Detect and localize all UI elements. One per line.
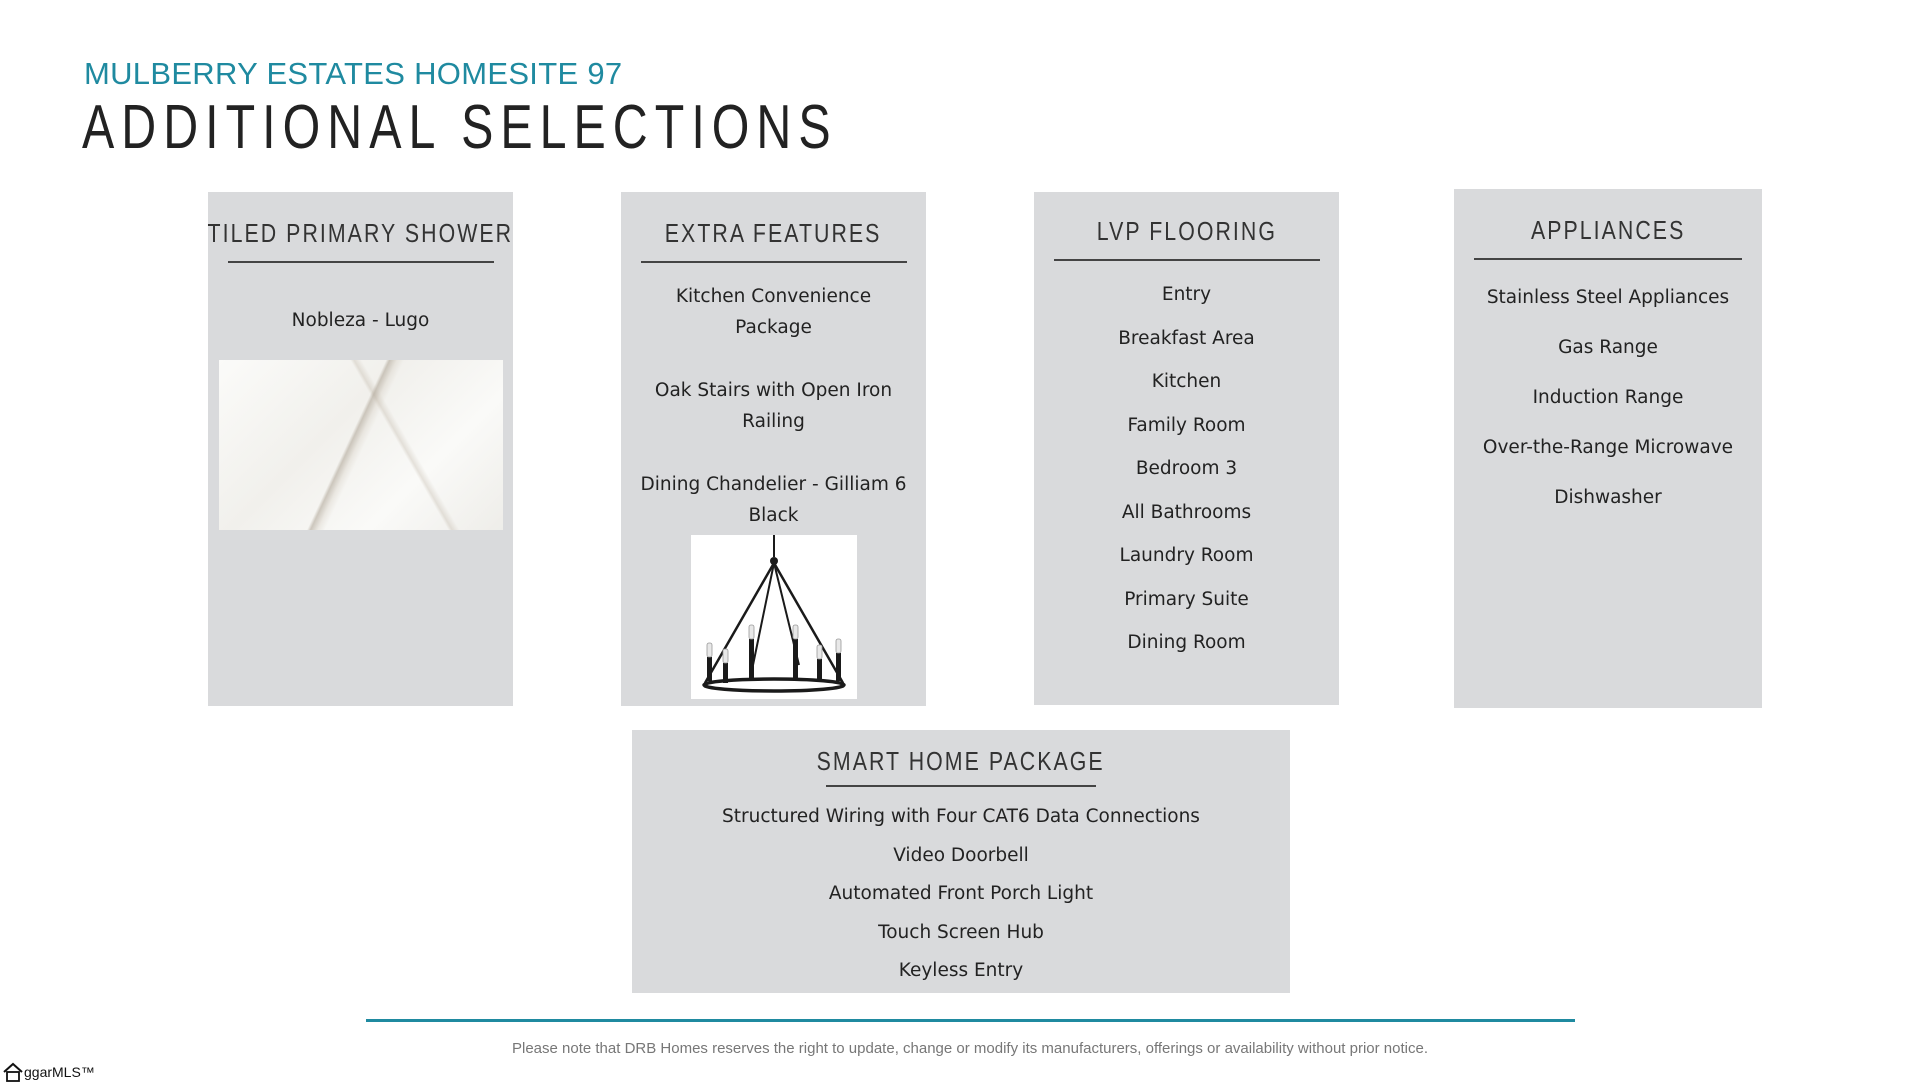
- list-item: Video Doorbell: [893, 844, 1029, 866]
- list-item: All Bathrooms: [1121, 501, 1252, 523]
- list-item: Structured Wiring with Four CAT6 Data Connections: [722, 806, 1200, 827]
- heading-divider: [826, 785, 1096, 787]
- list-item: Oak Stairs with Open Iron Railing: [654, 380, 893, 432]
- mls-watermark: [2, 1062, 95, 1082]
- tiled-primary-shower-card: [208, 192, 513, 706]
- smart-home-package-card: [632, 730, 1290, 993]
- card-heading: TILED PRIMARY SHOWER: [207, 218, 514, 248]
- list-item: Entry: [1161, 284, 1212, 305]
- card-heading: LVP FLOORING: [1096, 216, 1277, 246]
- heading-divider: [1474, 258, 1742, 260]
- list-item: Stainless Steel Appliances: [1486, 287, 1730, 308]
- chandelier-image: [691, 535, 857, 699]
- list-item: Gas Range: [1558, 337, 1658, 358]
- list-item: Nobleza - Lugo: [291, 310, 430, 331]
- list-item: Kitchen Convenience Package: [675, 286, 872, 338]
- marble-tile-image: [219, 360, 503, 530]
- list-item: Dining Room: [1127, 632, 1246, 653]
- disclaimer-text: Please note that DRB Homes reserves the right to update, change or modify its manufacturers, offerings or availability without prior notice.: [511, 1040, 1428, 1057]
- list-item: Automated Front Porch Light: [828, 883, 1094, 904]
- card-heading: SMART HOME PACKAGE: [816, 746, 1106, 776]
- extra-features-card: [621, 192, 926, 706]
- heading-divider: [228, 261, 494, 263]
- homesite-subtitle: MULBERRY ESTATES HOMESITE 97: [84, 56, 623, 91]
- chandelier-icon: [691, 535, 857, 699]
- list-item: Primary Suite: [1124, 588, 1249, 610]
- list-item: Kitchen: [1151, 371, 1222, 392]
- list-item: Laundry Room: [1119, 545, 1254, 566]
- heading-divider: [1054, 259, 1320, 261]
- list-item: Keyless Entry: [898, 960, 1024, 981]
- lvp-flooring-card: [1034, 192, 1339, 705]
- appliances-card: [1454, 189, 1762, 708]
- list-item: Family Room: [1127, 414, 1246, 436]
- list-item: Breakfast Area: [1118, 327, 1255, 349]
- list-item: Bedroom 3: [1135, 458, 1238, 479]
- list-item: Over-the-Range Microwave: [1482, 437, 1734, 458]
- watermark-text: ggarMLS™: [24, 1064, 95, 1080]
- house-logo-icon: [2, 1062, 24, 1082]
- card-heading: EXTRA FEATURES: [665, 218, 882, 248]
- flooring-list: [1118, 279, 1255, 658]
- card-heading: APPLIANCES: [1530, 215, 1686, 245]
- list-item: Dining Chandelier - Gilliam 6 Black: [640, 474, 907, 526]
- list-item: Dishwasher: [1554, 487, 1662, 508]
- heading-divider: [641, 261, 907, 263]
- list-item: Induction Range: [1532, 387, 1684, 408]
- footer-divider: [366, 1019, 1575, 1022]
- appliances-list: [1483, 282, 1733, 513]
- smart-home-list: [722, 801, 1200, 986]
- list-item: Touch Screen Hub: [878, 921, 1044, 943]
- page-title: ADDITIONAL SELECTIONS: [82, 93, 838, 162]
